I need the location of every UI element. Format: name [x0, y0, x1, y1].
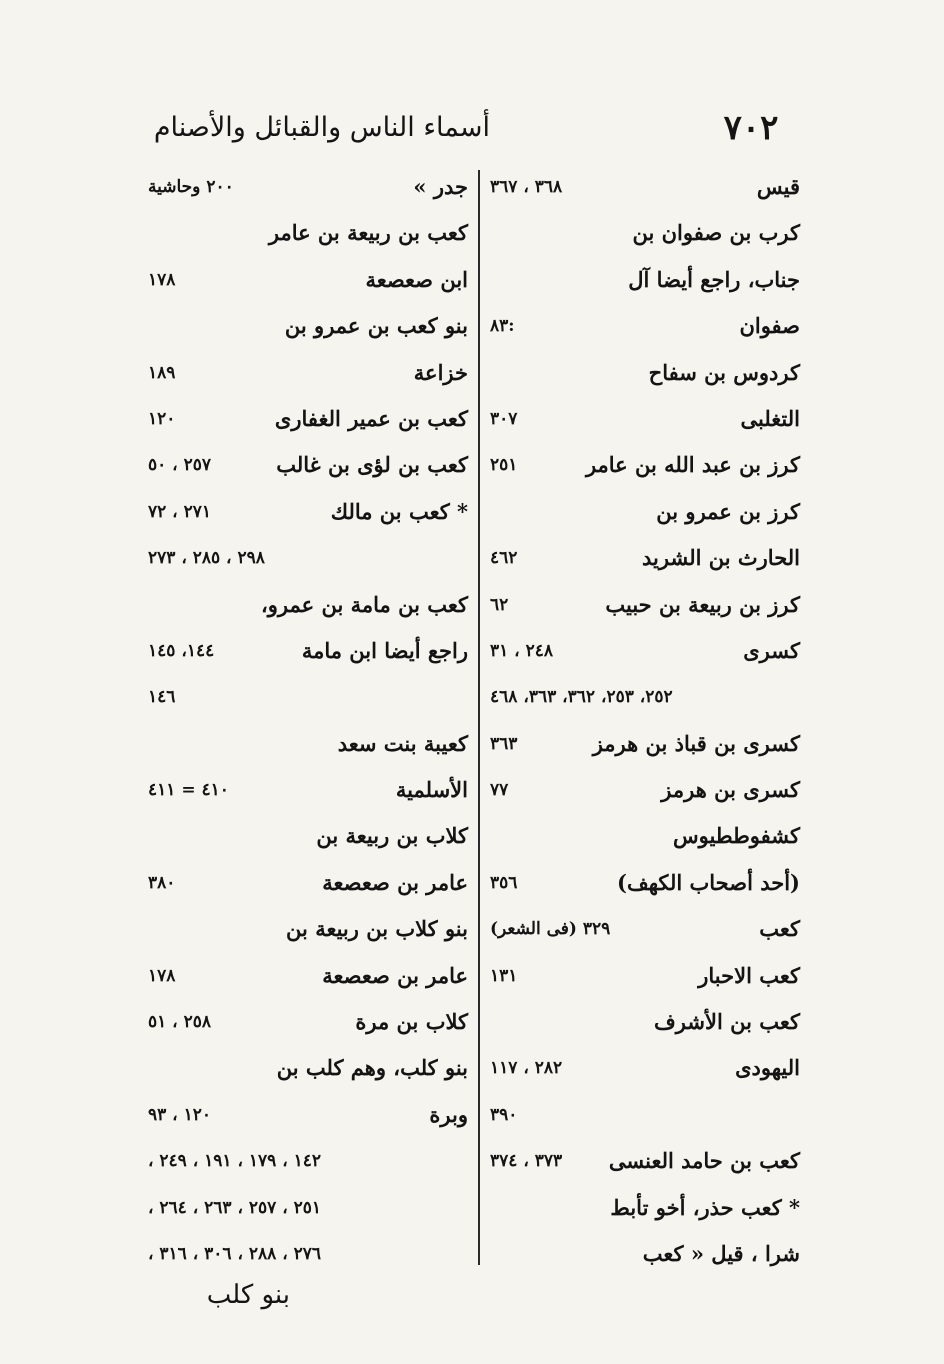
entry-page-refs: ٢٥٢، ٢٥٣، ٣٦٢، ٣٦٣، ٤٦٨ [490, 687, 673, 708]
entry-page-refs: ١٧٨ [148, 269, 176, 290]
entry-page-refs: ٢٧١ ، ٧٢ [148, 501, 211, 522]
entry-page-refs: ٢٥١ [490, 455, 518, 476]
index-entry [148, 721, 468, 767]
index-entry [490, 674, 800, 720]
entry-name: كعب بن مامة بن عمرو، [261, 591, 468, 617]
index-entry [148, 396, 468, 442]
entry-page-refs: ٢٠٠ وحاشية [148, 177, 234, 197]
index-entry [490, 767, 800, 813]
running-title: أسماء الناس والقبائل والأصنام [153, 112, 490, 143]
entry-name: خزاعة [413, 359, 468, 385]
entry-name: كرب بن صفوان بن [632, 220, 800, 246]
entry-name: شرا ، قيل « كعب [642, 1240, 800, 1266]
entry-page-refs: ١٧٨ [148, 965, 176, 986]
entry-name: كعب بن ربيعة بن عامر [268, 220, 468, 246]
index-entry [148, 1185, 468, 1231]
entry-page-refs: ١٢٠ ، ٩٣ [148, 1104, 211, 1125]
index-entry [490, 813, 800, 859]
index-entry [148, 303, 468, 349]
index-entry [490, 953, 800, 999]
entry-page-refs: ٤٦٢ [490, 548, 518, 569]
entry-name: كسرى بن قباذ بن هرمز [592, 730, 800, 756]
index-entry [148, 1138, 468, 1184]
page-number: ٧٠٢ [723, 108, 779, 148]
index-entry [490, 1045, 800, 1091]
entry-name: * كعب حذر، أخو تأبط [610, 1194, 800, 1220]
entry-name: بنو كعب بن عمرو بن [284, 313, 468, 339]
entry-page-refs: ٣٩٠ [490, 1104, 518, 1125]
entry-page-refs: ٢٥٨ ، ٥١ [148, 1012, 211, 1033]
entry-name: بنو كلاب بن ربيعة بن [286, 916, 468, 942]
index-entry [490, 999, 800, 1045]
entry-name: التغلبى [740, 405, 800, 431]
right-column [490, 164, 800, 1277]
entry-name: جدر » [413, 174, 468, 199]
entry-page-refs: ١٨٩ [148, 362, 176, 383]
entry-name: كعب بن لؤى بن غالب [276, 452, 468, 478]
entry-name: كسرى بن هرمز [661, 777, 800, 803]
index-entry [148, 674, 468, 720]
entry-name: كشفوططيوس [673, 823, 800, 849]
entry-page-refs: ٤١٠ = ٤١١ [148, 780, 229, 801]
entry-name: قيس [756, 174, 800, 199]
index-entry [490, 628, 800, 674]
index-entry [490, 721, 800, 767]
entry-name: (أحد أصحاب الكهف) [617, 869, 800, 895]
entry-page-refs: ٣٥٦ [490, 872, 518, 893]
index-entry [490, 257, 800, 303]
entry-page-refs: ١٣١ [490, 965, 518, 986]
entry-name: كردوس بن سفاح [648, 359, 800, 385]
entry-page-refs: ١٤٢ ، ١٧٩ ، ١٩١ ، ٢٤٩ ، [148, 1151, 322, 1172]
index-entry [490, 164, 800, 210]
index-entry [148, 860, 468, 906]
entry-name: عامر بن صعصعة [322, 869, 468, 895]
index-entry [148, 535, 468, 581]
entry-page-refs: ٣٢٩ (فى الشعر) [490, 919, 611, 940]
entry-name: كرز بن ربيعة بن حبيب [605, 591, 800, 617]
index-entry [490, 582, 800, 628]
entry-name: وبرة [429, 1101, 468, 1127]
index-entry [148, 164, 468, 210]
entry-name: كلاب بن ربيعة بن [316, 823, 468, 849]
index-entry [490, 860, 800, 906]
entry-page-refs: ٧٧ [490, 780, 509, 801]
index-entry [490, 350, 800, 396]
entry-page-refs: ٣٠٧ [490, 408, 518, 429]
entry-name: عامر بن صعصعة [322, 962, 468, 988]
entry-name: * كعب بن مالك [330, 498, 468, 524]
entry-name: الأسلمية [395, 777, 468, 803]
index-entry [148, 767, 468, 813]
index-entry [490, 1138, 800, 1184]
entry-name: كسرى [743, 637, 800, 663]
index-entry [148, 1231, 468, 1277]
entry-page-refs: ١٢٠ [148, 408, 176, 429]
index-entry [148, 906, 468, 952]
index-entry [148, 953, 468, 999]
entry-page-refs: ٢٥١ ، ٢٥٧ ، ٢٦٣ ، ٢٦٤ ، [148, 1197, 322, 1218]
index-entry [148, 210, 468, 256]
entry-name: جناب، راجع أيضا آل [628, 266, 800, 292]
left-column [148, 164, 468, 1277]
index-entry [490, 303, 800, 349]
entry-name: راجع أيضا ابن مامة [301, 637, 468, 663]
entry-page-refs: ٢٩٨ ، ٢٨٥ ، ٢٧٣ [148, 548, 265, 569]
entry-page-refs: ٣٦٨ ، ٣٦٧ [490, 177, 563, 197]
entry-name: كعب الاحبار [698, 962, 800, 988]
index-entry [148, 350, 468, 396]
column-divider [478, 170, 480, 1265]
index-entry [490, 442, 800, 488]
entry-page-refs: ٣٨٠ [148, 872, 176, 893]
entry-name: بنو كلب، وهم كلب بن [276, 1055, 468, 1081]
entry-name: كرز بن عبد الله بن عامر [585, 452, 800, 478]
entry-page-refs: :٨٣ [490, 316, 515, 337]
entry-name: كلاب بن مرة [355, 1009, 468, 1035]
entry-page-refs: ٢٨٢ ، ١١٧ [490, 1058, 563, 1079]
entry-page-refs: ١٤٤، ١٤٥ [148, 640, 215, 661]
index-entry [148, 489, 468, 535]
index-entry [490, 489, 800, 535]
entry-name: اليهودى [735, 1055, 800, 1081]
index-entry [148, 1045, 468, 1091]
entry-name: كعب [759, 916, 800, 942]
entry-page-refs: ٢٤٨ ، ٣١ [490, 640, 553, 661]
index-entry [148, 813, 468, 859]
entry-page-refs: ٣٦٣ [490, 733, 518, 754]
entry-name: كعب بن حامد العنسى [608, 1148, 800, 1174]
entry-name: كعب بن الأشرف [654, 1009, 800, 1035]
index-entry [148, 582, 468, 628]
index-entry [148, 442, 468, 488]
entry-page-refs: ١٤٦ [148, 687, 176, 708]
entry-name: ابن صعصعة [365, 266, 468, 292]
index-entry [490, 1185, 800, 1231]
entry-page-refs: ٣٧٣ ، ٣٧٤ [490, 1151, 563, 1172]
entry-name: كرز بن عمرو بن [656, 498, 800, 524]
entry-page-refs: ٢٥٧ ، ٥٠ [148, 455, 211, 476]
entry-name: الحارث بن الشريد [642, 545, 800, 571]
index-entry [490, 906, 800, 952]
catchword: بنو كلب [206, 1280, 290, 1310]
index-entry [490, 210, 800, 256]
entry-page-refs: ٢٧٦ ، ٢٨٨ ، ٣٠٦ ، ٣١٦ ، [148, 1243, 322, 1264]
index-entry [490, 1231, 800, 1277]
index-entry [148, 1092, 468, 1138]
entry-name: كعب بن عمير الغفارى [274, 405, 468, 431]
index-entry [490, 535, 800, 581]
index-entry [148, 257, 468, 303]
index-entry [490, 1092, 800, 1138]
entry-name: صفوان [739, 313, 800, 339]
entry-page-refs: ٦٢ [490, 594, 509, 615]
index-entry [148, 999, 468, 1045]
entry-name: كعيبة بنت سعد [337, 730, 468, 756]
index-entry [490, 396, 800, 442]
index-entry [148, 628, 468, 674]
